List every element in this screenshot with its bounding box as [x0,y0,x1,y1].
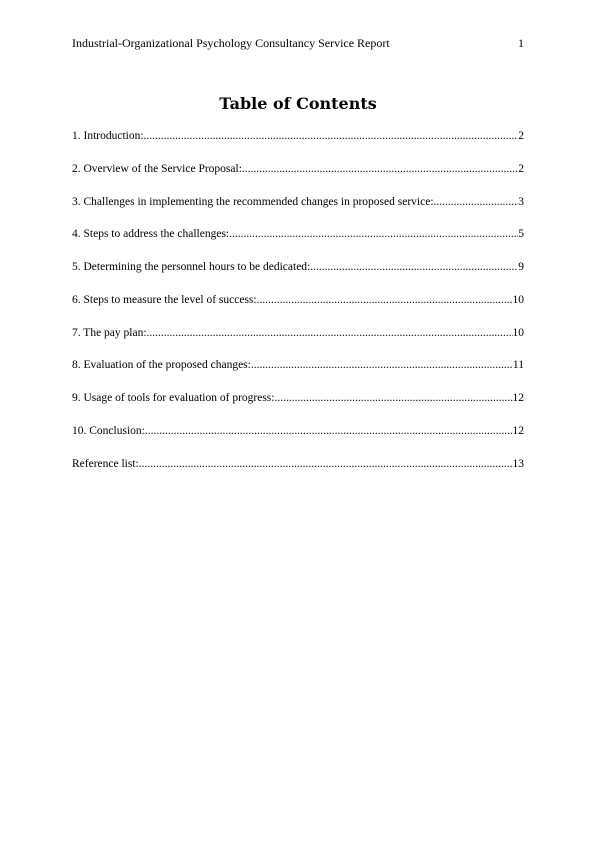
page-header [72,35,524,51]
toc-entry-page: 10 [512,326,524,339]
toc-list [72,128,524,488]
header-title: Industrial-Organizational Psychology Consultancy Service Report [72,36,390,50]
toc-dot-leader [139,456,513,472]
toc-entry-overview[interactable] [72,161,524,177]
toc-entry-label: 9. Usage of tools for evaluation of progress: [72,392,275,404]
toc-entry-page: 2 [518,130,524,142]
toc-entry-page: 12 [512,424,524,437]
toc-entry-tools[interactable] [72,390,524,406]
toc-dot-leader [147,325,513,341]
toc-entry-label: 2. Overview of the Service Proposal: [72,162,242,175]
toc-dot-leader [251,357,513,373]
toc-dot-leader [274,390,512,406]
toc-entry-introduction[interactable] [72,128,524,144]
toc-entry-page: 13 [512,457,524,470]
toc-dot-leader [310,259,518,275]
toc-entry-page: 2 [518,162,524,175]
toc-entry-label: 3. Challenges in implementing the recommended changes in proposed service: [72,195,434,208]
toc-entry-label: 4. Steps to address the challenges: [72,228,230,241]
toc-heading: Table of Contents [219,94,377,113]
toc-dot-leader [145,423,513,439]
header-page-number: 1 [518,36,524,50]
toc-dot-leader [242,161,518,177]
toc-entry-page: 3 [518,195,524,208]
toc-entry-label: 1. Introduction: [72,130,144,142]
toc-dot-leader [144,128,519,144]
toc-entry-page: 5 [518,228,524,241]
toc-entry-label: 7. The pay plan: [72,326,147,339]
toc-entry-label: 10. Conclusion: [72,424,145,437]
toc-entry-page: 10 [512,293,524,306]
toc-entry-steps-address[interactable] [72,226,524,242]
toc-entry-label: 8. Evaluation of the proposed changes: [72,359,251,372]
toc-dot-leader [229,226,518,242]
toc-entry-pay-plan[interactable] [72,325,524,341]
toc-entry-conclusion[interactable] [72,423,524,439]
toc-entry-personnel-hours[interactable] [72,259,524,275]
toc-entry-reference-list[interactable] [72,456,524,472]
toc-entry-label: 5. Determining the personnel hours to be dedicated: [72,261,311,273]
toc-entry-page: 9 [518,261,524,273]
toc-entry-label: Reference list: [72,457,139,470]
toc-entry-measure-success[interactable] [72,292,524,308]
toc-entry-challenges[interactable] [72,194,524,210]
toc-dot-leader [257,292,513,308]
toc-entry-evaluation[interactable] [72,357,524,373]
toc-entry-page: 12 [512,392,524,404]
toc-entry-label: 6. Steps to measure the level of success: [72,293,257,306]
toc-dot-leader [434,194,519,210]
toc-entry-page: 11 [512,359,524,372]
